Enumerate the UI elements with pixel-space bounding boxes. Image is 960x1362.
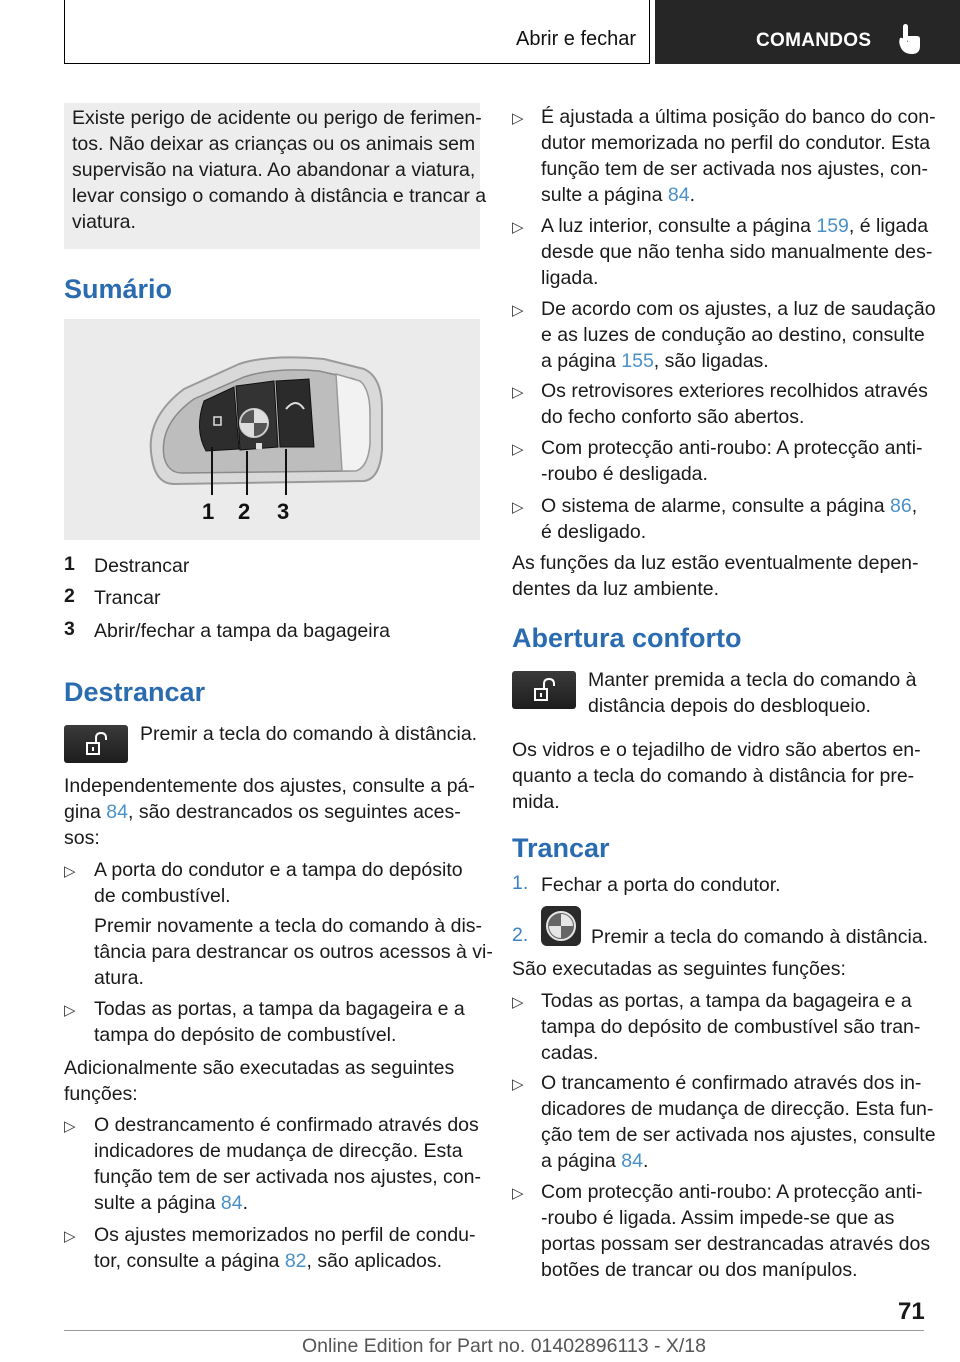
hand-pointer-icon [894, 22, 924, 56]
bullet-triangle-icon: ▷ [64, 1002, 76, 1019]
legend-number: 1 [64, 553, 75, 575]
bullet-text: tor, consulte a página 82, são aplicados. [94, 1250, 443, 1272]
page-link[interactable]: 86 [890, 495, 912, 517]
bullet-text: A luz interior, consulte a página 159, é ligada [541, 215, 929, 237]
bullet-text: sulte a página 84. [94, 1192, 248, 1214]
right-paragraph: As funções da luz estão eventualmente depen- [512, 552, 919, 574]
bullet-triangle-icon: ▷ [512, 994, 524, 1011]
section-title-abertura-conforto: Abertura conforto [512, 623, 742, 653]
bullet-text: Todas as portas, a tampa da bagageira e a [541, 990, 912, 1012]
bullet-text: atura. [94, 967, 144, 989]
bullet-text: Com protecção anti-roubo: A protecção anti- [541, 1181, 923, 1203]
bullet-text: O trancamento é confirmado através dos in- [541, 1072, 922, 1094]
page-link[interactable]: 84 [621, 1150, 643, 1172]
bullet-text: ção tem de ser activada nos ajustes, consulte [541, 1124, 936, 1146]
bullet-text: Premir novamente a tecla do comando à dis- [94, 915, 483, 937]
bullet-triangle-icon: ▷ [64, 863, 76, 880]
bullet-triangle-icon: ▷ [512, 219, 524, 236]
bullet-triangle-icon: ▷ [512, 441, 524, 458]
abertura-paragraph: Os vidros e o tejadilho de vidro são abertos en- [512, 739, 921, 761]
page-link[interactable]: 84 [667, 184, 690, 206]
destrancar-intro: Premir a tecla do comando à distância. [140, 723, 478, 745]
bullet-text: é desligado. [541, 521, 647, 543]
unlock-button-icon [64, 725, 128, 763]
bmw-logo-icon [541, 906, 581, 946]
bullet-triangle-icon: ▷ [64, 1118, 76, 1135]
bullet-text: O destrancamento é confirmado através dos [94, 1114, 479, 1136]
bullet-text: dicadores de mudança de direcção. Esta fun- [541, 1098, 934, 1120]
warning-line: supervisão na viatura. Ao abandonar a viatura, [72, 159, 476, 181]
legend-text: Abrir/fechar a tampa da bagageira [94, 620, 390, 642]
footer-rule [64, 1330, 924, 1331]
abertura-intro: Manter premida a tecla do comando à [588, 669, 917, 691]
bullet-text: cadas. [541, 1042, 599, 1064]
bullet-text: -roubo é desligada. [541, 463, 708, 485]
remote-key-figure [64, 319, 480, 540]
figure-label-1: 1 [202, 499, 215, 524]
bullet-text: -roubo é ligada. Assim impede-se que as [541, 1207, 895, 1229]
abertura-paragraph: mida. [512, 791, 560, 813]
bullet-triangle-icon: ▷ [512, 110, 524, 127]
bullet-text: De acordo com os ajustes, a luz de saudação [541, 298, 936, 320]
destrancar-paragraph: Independentemente dos ajustes, consulte a pá- [64, 775, 475, 797]
legend-number: 2 [64, 585, 75, 607]
abertura-intro: distância depois do desbloqueio. [588, 695, 871, 717]
bullet-triangle-icon: ▷ [64, 1228, 76, 1245]
footer-edition: Online Edition for Part no. 01402896113 - X/18 [302, 1335, 706, 1357]
legend-text: Trancar [94, 587, 161, 609]
step-number: 1. [512, 872, 529, 894]
bullet-text: indicadores de mudança de direcção. Esta [94, 1140, 463, 1162]
bullet-triangle-icon: ▷ [512, 499, 524, 516]
page-link[interactable]: 84 [220, 1192, 243, 1214]
bullet-text: portas possam ser destrancadas através dos [541, 1233, 931, 1255]
bullet-text: Todas as portas, a tampa da bagageira e a [94, 998, 465, 1020]
bullet-text: do fecho conforto são abertos. [541, 406, 805, 428]
bullet-text: Os retrovisores exteriores recolhidos através [541, 380, 928, 402]
bullet-text: sulte a página 84. [541, 184, 695, 206]
bullet-text: O sistema de alarme, consulte a página 86, [541, 495, 918, 517]
bullet-text: É ajustada a última posição do banco do con- [541, 106, 936, 128]
destrancar-paragraph: Adicionalmente são executadas as seguintes [64, 1057, 455, 1079]
page-link[interactable]: 82 [284, 1250, 307, 1272]
bullet-text: dutor memorizada no perfil do condutor. Esta [541, 132, 931, 154]
bullet-text: Os ajustes memorizados no perfil de condu- [94, 1224, 476, 1246]
step-text: Premir a tecla do comando à distância. [591, 926, 929, 948]
bullet-text: Com protecção anti-roubo: A protecção anti- [541, 437, 923, 459]
bullet-text: tampa do depósito de combustível são tran- [541, 1016, 921, 1038]
step-number: 2. [512, 924, 529, 946]
destrancar-paragraph: gina 84, são destrancados os seguintes aces- [64, 801, 461, 823]
page-link[interactable]: 84 [106, 801, 128, 823]
bullet-text: a página 155, são ligadas. [541, 350, 769, 372]
page-link[interactable]: 155 [621, 350, 654, 372]
header-bottom-rule [64, 63, 650, 64]
figure-label-2: 2 [238, 499, 251, 524]
destrancar-paragraph: funções: [64, 1083, 138, 1105]
legend-text: Destrancar [94, 555, 190, 577]
header-left-rule [64, 0, 65, 64]
bullet-text: desde que não tenha sido manualmente des- [541, 241, 933, 263]
warning-line: levar consigo o comando à distância e trancar a [72, 185, 487, 207]
bullet-text: função tem de ser activada nos ajustes, con- [94, 1166, 481, 1188]
bullet-triangle-icon: ▷ [512, 302, 524, 319]
unlock-button-icon [512, 671, 576, 709]
bullet-text: de combustível. [94, 885, 231, 907]
warning-line: viatura. [72, 211, 136, 233]
bullet-text: a página 84. [541, 1150, 649, 1172]
destrancar-paragraph: sos: [64, 827, 100, 849]
bullet-text: ligada. [541, 267, 599, 289]
bullet-triangle-icon: ▷ [512, 1076, 524, 1093]
bullet-text: botões de trancar ou dos manípulos. [541, 1259, 858, 1281]
remote-key-illustration [64, 319, 480, 540]
header-section-title: Abrir e fechar [516, 28, 637, 50]
bullet-text: A porta do condutor e a tampa do depósito [94, 859, 463, 881]
bullet-triangle-icon: ▷ [512, 384, 524, 401]
step-text: Fechar a porta do condutor. [541, 874, 781, 896]
figure-label-3: 3 [277, 499, 290, 524]
warning-line: Existe perigo de acidente ou perigo de ferimen- [72, 107, 482, 129]
bullet-text: e as luzes de condução ao destino, consulte [541, 324, 925, 346]
section-title-destrancar: Destrancar [64, 677, 206, 707]
right-paragraph: dentes da luz ambiente. [512, 578, 720, 600]
warning-line: tos. Não deixar as crianças ou os animais sem [72, 133, 476, 155]
header-chapter-title: COMANDOS [756, 30, 872, 51]
abertura-paragraph: quanto a tecla do comando à distância for pre- [512, 765, 915, 787]
bullet-triangle-icon: ▷ [512, 1185, 524, 1202]
bullet-text: tampa do depósito de combustível. [94, 1024, 397, 1046]
section-title-trancar: Trancar [512, 833, 610, 863]
trancar-paragraph: São executadas as seguintes funções: [512, 958, 846, 980]
page-number: 71 [898, 1298, 925, 1325]
header-separator [649, 0, 650, 64]
page-link[interactable]: 159 [816, 215, 849, 237]
bullet-text: função tem de ser activada nos ajustes, con- [541, 158, 928, 180]
bullet-text: tância para destrancar os outros acessos à vi- [94, 941, 493, 963]
legend-number: 3 [64, 618, 75, 640]
section-title-sumario: Sumário [64, 274, 173, 304]
